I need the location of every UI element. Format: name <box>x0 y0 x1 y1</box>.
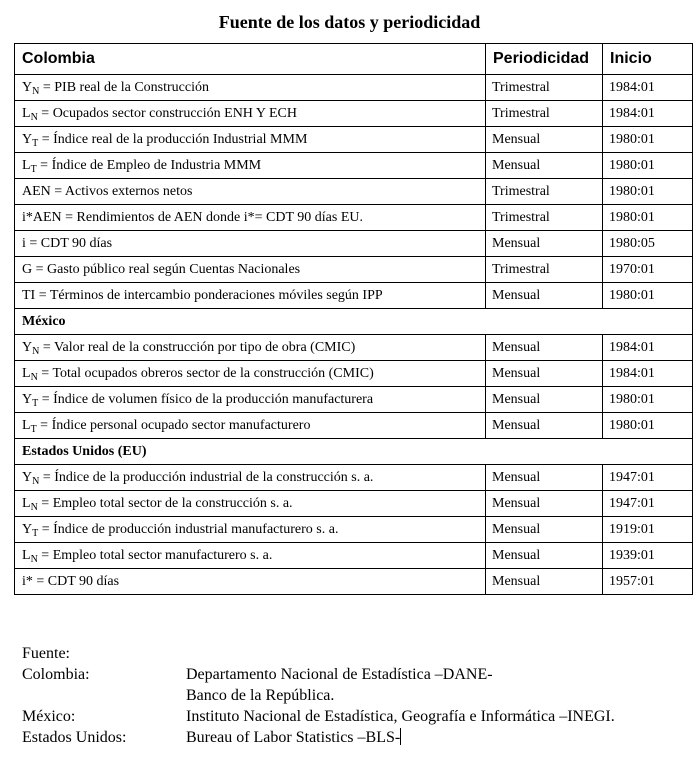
table-row <box>15 101 693 127</box>
variable-text: i* = CDT 90 días <box>22 574 120 589</box>
periodicity-cell: Mensual <box>486 335 603 361</box>
variable-subscript: T <box>32 528 39 539</box>
variable-cell <box>15 517 486 543</box>
variable-subscript: T <box>30 164 37 175</box>
variable-subscript: T <box>32 398 39 409</box>
periodicity-cell: Trimestral <box>486 179 603 205</box>
table-row <box>15 413 693 439</box>
variable-description: = PIB real de la Construcción <box>39 80 209 95</box>
variable-text: G = Gasto público real según Cuentas Nacionales <box>22 262 301 277</box>
variable-text: Y <box>22 470 33 485</box>
variable-text: Y <box>22 132 33 147</box>
periodicity-cell: Mensual <box>486 231 603 257</box>
variable-description: = Índice personal ocupado sector manufacturero <box>36 418 311 433</box>
variable-cell <box>15 335 486 361</box>
variable-subscript: N <box>32 86 40 97</box>
table-row <box>15 127 693 153</box>
variable-cell <box>15 569 486 595</box>
variable-text: L <box>22 158 31 173</box>
variable-description: = Índice de la producción industrial de la construcción s. a. <box>39 470 374 485</box>
variable-cell <box>15 543 486 569</box>
variable-cell <box>15 205 486 231</box>
variable-cell <box>15 491 486 517</box>
start-cell: 1919:01 <box>603 517 693 543</box>
variable-description: = Valor real de la construcción por tipo de obra (CMIC) <box>39 340 356 355</box>
variable-description: = Total ocupados obreros sector de la construcción (CMIC) <box>37 366 374 381</box>
start-cell: 1947:01 <box>603 465 693 491</box>
variable-text: AEN = Activos externos netos <box>22 184 193 199</box>
start-cell: 1980:01 <box>603 387 693 413</box>
start-cell: 1947:01 <box>603 491 693 517</box>
variable-text: i*AEN = Rendimientos de AEN donde i*= CDT 90 días EU. <box>22 210 364 225</box>
start-cell: 1980:01 <box>603 413 693 439</box>
variable-text: L <box>22 548 31 563</box>
table-row <box>15 335 693 361</box>
variable-subscript: T <box>30 424 37 435</box>
table-row <box>15 283 693 309</box>
table-row <box>15 491 693 517</box>
variable-text: TI = Términos de intercambio ponderaciones móviles según IPP <box>22 288 383 303</box>
start-cell: 1984:01 <box>603 335 693 361</box>
table-row <box>15 465 693 491</box>
section-eu <box>15 439 693 465</box>
periodicity-cell: Mensual <box>486 153 603 179</box>
variable-subscript: N <box>32 346 40 357</box>
table-row <box>15 517 693 543</box>
table-row <box>15 543 693 569</box>
source-institution <box>186 664 493 685</box>
start-cell: 1939:01 <box>603 543 693 569</box>
variable-cell <box>15 413 486 439</box>
source-institution <box>186 706 615 727</box>
periodicity-cell: Mensual <box>486 283 603 309</box>
variable-cell <box>15 127 486 153</box>
periodicity-cell: Mensual <box>486 465 603 491</box>
variable-text: L <box>22 418 31 433</box>
header-country: Colombia <box>15 44 486 75</box>
variable-subscript: N <box>30 554 38 565</box>
source-institution <box>186 727 401 748</box>
periodicity-cell: Mensual <box>486 361 603 387</box>
variable-text: L <box>22 496 31 511</box>
start-cell: 1970:01 <box>603 257 693 283</box>
variable-text: Y <box>22 392 33 407</box>
variable-cell <box>15 101 486 127</box>
source-institution-text: Departamento Nacional de Estadística –DANE- <box>186 666 493 683</box>
variable-description: = Índice de volumen físico de la producción manufacturera <box>38 392 374 407</box>
periodicity-cell: Mensual <box>486 387 603 413</box>
variable-subscript: N <box>30 372 38 383</box>
variable-cell <box>15 179 486 205</box>
source-institution-text: Bureau of Labor Statistics –BLS- <box>186 729 401 746</box>
source-country: México: <box>22 708 76 725</box>
periodicity-cell: Trimestral <box>486 205 603 231</box>
periodicity-cell: Mensual <box>486 413 603 439</box>
variable-cell <box>15 75 486 101</box>
variable-subscript: N <box>30 502 38 513</box>
start-cell: 1980:05 <box>603 231 693 257</box>
table-row <box>15 205 693 231</box>
variable-text: Y <box>22 80 33 95</box>
periodicity-cell: Mensual <box>486 543 603 569</box>
table-row <box>15 569 693 595</box>
variable-description: = Ocupados sector construcción ENH Y ECH <box>37 106 297 121</box>
table-row <box>15 231 693 257</box>
variable-subscript: N <box>30 112 38 123</box>
variable-text: L <box>22 366 31 381</box>
variable-text: Y <box>22 340 33 355</box>
table-row <box>15 75 693 101</box>
start-cell: 1984:01 <box>603 101 693 127</box>
text-cursor <box>400 728 401 745</box>
start-cell: 1980:01 <box>603 283 693 309</box>
periodicity-cell: Mensual <box>486 569 603 595</box>
table-row <box>15 361 693 387</box>
table-row <box>15 179 693 205</box>
variable-subscript: N <box>32 476 40 487</box>
variable-cell <box>15 283 486 309</box>
variable-description: = Índice de Empleo de Industria MMM <box>36 158 262 173</box>
periodicity-cell: Mensual <box>486 127 603 153</box>
source-institution <box>186 685 334 706</box>
periodicity-cell: Trimestral <box>486 75 603 101</box>
section-mexico <box>15 309 693 335</box>
variable-description: = Índice de producción industrial manufacturero s. a. <box>38 522 339 537</box>
table-row <box>15 387 693 413</box>
variable-description: = Empleo total sector manufacturero s. a. <box>37 548 273 563</box>
start-cell: 1980:01 <box>603 127 693 153</box>
start-cell: 1984:01 <box>603 361 693 387</box>
variable-description: = Empleo total sector de la construcción s. a. <box>37 496 293 511</box>
start-cell: 1980:01 <box>603 205 693 231</box>
start-cell: 1980:01 <box>603 153 693 179</box>
start-cell: 1980:01 <box>603 179 693 205</box>
header-start: Inicio <box>603 44 693 75</box>
section-label: Estados Unidos (EU) <box>15 439 693 465</box>
periodicity-cell: Trimestral <box>486 101 603 127</box>
variable-cell <box>15 257 486 283</box>
variable-cell <box>15 387 486 413</box>
variable-cell <box>15 361 486 387</box>
data-sources-table <box>14 43 693 595</box>
variable-cell <box>15 153 486 179</box>
table-row <box>15 153 693 179</box>
periodicity-cell: Mensual <box>486 491 603 517</box>
variable-subscript: T <box>32 138 39 149</box>
periodicity-cell: Mensual <box>486 517 603 543</box>
page-title: Fuente de los datos y periodicidad <box>218 12 481 32</box>
source-country: Estados Unidos: <box>22 729 127 746</box>
variable-text: i = CDT 90 días <box>22 236 113 251</box>
variable-text: Y <box>22 522 33 537</box>
variable-cell <box>15 231 486 257</box>
variable-description: = Índice real de la producción Industrial MMM <box>38 132 308 147</box>
source-institution-text: Banco de la República. <box>186 687 335 704</box>
variable-text: L <box>22 106 31 121</box>
table-header-row <box>15 44 693 75</box>
periodicity-cell: Trimestral <box>486 257 603 283</box>
start-cell: 1957:01 <box>603 569 693 595</box>
source-institution-text: Instituto Nacional de Estadística, Geografía e Informática –INEGI. <box>186 708 615 725</box>
variable-cell <box>15 465 486 491</box>
table-row <box>15 257 693 283</box>
section-label: México <box>15 309 693 335</box>
start-cell: 1984:01 <box>603 75 693 101</box>
source-country: Colombia: <box>22 666 90 683</box>
header-periodicity: Periodicidad <box>486 44 603 75</box>
